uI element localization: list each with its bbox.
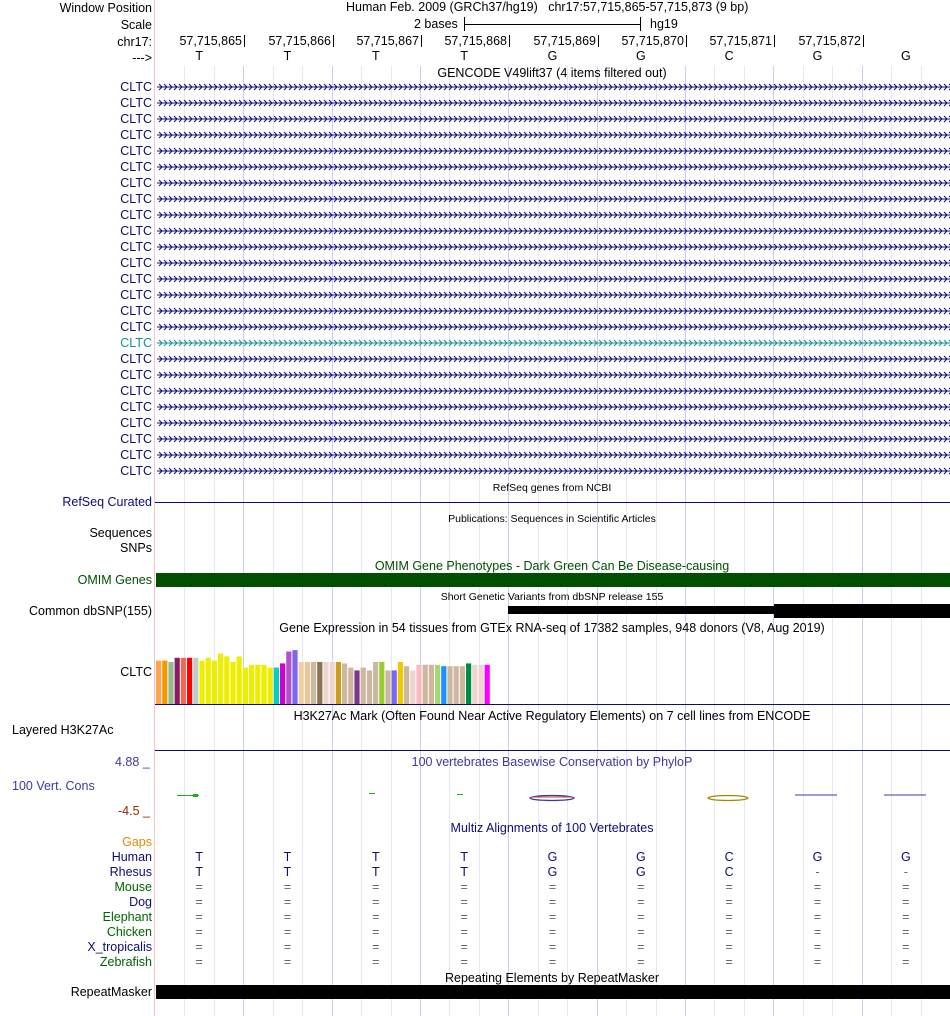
gencode-transcript-line[interactable]	[155, 210, 950, 220]
gtex-tissue-bar[interactable]	[311, 662, 316, 704]
ruler-tick	[863, 35, 864, 47]
multiz-base: -	[903, 865, 908, 879]
multiz-base: =	[372, 910, 380, 924]
gtex-tissue-bar[interactable]	[317, 662, 322, 704]
gtex-tissue-bar[interactable]	[168, 662, 173, 704]
ruler-tick	[244, 35, 245, 47]
dna-base: T	[195, 49, 203, 63]
phylop-max-label: 4.88 _	[115, 755, 150, 769]
refseq-feature-line[interactable]	[155, 502, 950, 503]
gtex-tissue-bar[interactable]	[280, 663, 285, 704]
multiz-base: =	[902, 895, 910, 909]
gtex-tissue-bar[interactable]	[181, 658, 186, 704]
gtex-tissue-bar[interactable]	[218, 654, 223, 704]
multiz-base: =	[195, 940, 203, 954]
dna-base: G	[900, 49, 911, 63]
multiz-base: =	[372, 880, 380, 894]
gtex-tissue-bar[interactable]	[193, 658, 198, 704]
multiz-base: C	[724, 850, 734, 864]
multiz-base: =	[372, 895, 380, 909]
gencode-transcript-label[interactable]: CLTC	[120, 256, 152, 270]
gencode-transcript-label[interactable]: CLTC	[120, 96, 152, 110]
gtex-tissue-bar[interactable]	[286, 652, 291, 705]
gencode-transcript-line[interactable]	[155, 114, 950, 124]
multiz-base: =	[548, 895, 557, 909]
dna-base: G	[547, 49, 558, 63]
multiz-base: G	[635, 865, 646, 879]
multiz-base: =	[548, 940, 557, 954]
gencode-transcript-line[interactable]	[155, 338, 950, 348]
multiz-base: =	[637, 910, 645, 924]
ruler-position-label: 57,715,870	[621, 34, 684, 48]
gtex-tissue-bar[interactable]	[224, 656, 229, 704]
dbsnp-track-title: Short Genetic Variants from dbSNP release 155	[440, 591, 664, 603]
gtex-tissue-bar[interactable]	[230, 662, 235, 704]
multiz-base: =	[460, 940, 468, 954]
gencode-transcript-label[interactable]: CLTC	[120, 176, 152, 190]
gtex-tissue-bar[interactable]	[367, 670, 372, 704]
multiz-base: =	[725, 910, 733, 924]
gencode-transcript-line[interactable]	[155, 466, 950, 476]
gencode-transcript-line[interactable]	[155, 130, 950, 140]
multiz-base: =	[372, 940, 380, 954]
gtex-tissue-bar[interactable]	[156, 661, 161, 704]
scale-text: 2 bases	[414, 17, 458, 31]
gencode-transcript-line[interactable]	[155, 146, 950, 156]
multiz-base: =	[813, 910, 822, 924]
gtex-bar-chart[interactable]	[155, 634, 950, 704]
gtex-tissue-bar[interactable]	[472, 665, 477, 704]
phylop-mark	[369, 793, 375, 794]
h3k27ac-baseline	[155, 750, 950, 751]
multiz-species-label[interactable]: Elephant	[102, 910, 152, 924]
gencode-transcript-label[interactable]: CLTC	[120, 352, 152, 366]
scale-bar-left-tick	[464, 17, 465, 31]
gencode-transcript-label[interactable]: CLTC	[120, 80, 152, 94]
gencode-transcript-line[interactable]	[155, 98, 950, 108]
gtex-tissue-bar[interactable]	[466, 663, 471, 704]
gencode-transcript-label[interactable]: CLTC	[120, 432, 152, 446]
gtex-tissue-bar[interactable]	[187, 658, 192, 704]
multiz-base: =	[725, 955, 733, 969]
multiz-base: =	[548, 925, 557, 939]
dna-base: G	[812, 49, 823, 63]
gencode-transcript-label[interactable]: CLTC	[120, 336, 152, 350]
multiz-base: =	[548, 880, 557, 894]
multiz-species-label[interactable]: Zebrafish	[99, 955, 152, 969]
scale-bar-right-tick	[640, 17, 641, 31]
multiz-base: =	[283, 925, 292, 939]
multiz-base: =	[372, 925, 380, 939]
db-label: hg19	[650, 17, 678, 31]
gencode-transcript-label[interactable]: CLTC	[120, 128, 152, 142]
phylop-signal[interactable]	[155, 790, 950, 806]
multiz-base: T	[283, 850, 292, 864]
multiz-base: =	[813, 955, 822, 969]
gtex-tissue-bar[interactable]	[416, 665, 421, 704]
gencode-transcript-line[interactable]	[155, 386, 950, 396]
gencode-transcript-label[interactable]: CLTC	[120, 192, 152, 206]
gtex-tissue-bar[interactable]	[255, 665, 260, 704]
gtex-tissue-bar[interactable]	[249, 665, 254, 704]
dbsnp-variant-bar-thin[interactable]	[508, 606, 774, 614]
publications-snps-label[interactable]: SNPs	[120, 541, 152, 555]
multiz-base: =	[195, 955, 203, 969]
multiz-base: =	[283, 910, 292, 924]
multiz-base: =	[725, 925, 733, 939]
gtex-tissue-bar[interactable]	[398, 662, 403, 704]
multiz-base: =	[902, 925, 910, 939]
gencode-transcript-label[interactable]: CLTC	[120, 384, 152, 398]
gtex-tissue-bar[interactable]	[323, 662, 328, 704]
phylop-mark	[708, 796, 748, 801]
gtex-tissue-bar[interactable]	[435, 665, 440, 704]
repeatmasker-track-title: Repeating Elements by RepeatMasker	[444, 971, 660, 985]
gencode-transcript-label[interactable]: CLTC	[120, 272, 152, 286]
gencode-transcript-label[interactable]: CLTC	[120, 144, 152, 158]
gtex-track-title: Gene Expression in 54 tissues from GTEx RNA-seq of 17382 samples, 948 donors (V8, Aug 2019)	[279, 621, 825, 635]
gencode-transcript-label[interactable]: CLTC	[120, 320, 152, 334]
gtex-tissue-bar[interactable]	[342, 663, 347, 704]
gencode-transcript-line[interactable]	[155, 322, 950, 332]
omim-track-title: OMIM Gene Phenotypes - Dark Green Can Be Disease-causing	[374, 559, 730, 573]
gencode-transcript-line[interactable]	[155, 226, 950, 236]
gtex-tissue-bar[interactable]	[330, 662, 335, 704]
phylop-track-label[interactable]: 100 Vert. Cons	[12, 779, 95, 793]
multiz-gaps-label[interactable]: Gaps	[122, 835, 152, 849]
gencode-transcript-line[interactable]	[155, 370, 950, 380]
gtex-tissue-bar[interactable]	[447, 666, 452, 704]
gencode-transcript-line[interactable]	[155, 290, 950, 300]
multiz-species-label[interactable]: Human	[111, 850, 152, 864]
gencode-transcript-line[interactable]	[155, 242, 950, 252]
multiz-base: =	[195, 925, 203, 939]
refseq-track-title: RefSeq genes from NCBI	[492, 482, 612, 494]
gencode-transcript-label[interactable]: CLTC	[120, 160, 152, 174]
ruler-position-label: 57,715,868	[444, 34, 507, 48]
multiz-base: C	[724, 865, 734, 879]
gtex-tissue-bar[interactable]	[385, 670, 390, 704]
h3k27ac-track-label[interactable]: Layered H3K27Ac	[12, 723, 114, 737]
gtex-tissue-bar[interactable]	[361, 668, 366, 704]
publications-sequences-label[interactable]: Sequences	[89, 526, 152, 540]
window-position-label: Window Position	[59, 1, 152, 15]
gtex-tissue-bar[interactable]	[410, 670, 415, 704]
gtex-tissue-bar[interactable]	[485, 665, 490, 704]
multiz-base: =	[283, 940, 292, 954]
multiz-base: =	[460, 925, 468, 939]
multiz-base: =	[637, 880, 645, 894]
h3k27ac-track-title: H3K27Ac Mark (Often Found Near Active Regulatory Elements) on 7 cell lines from ENCODE	[293, 709, 811, 723]
dna-base: T	[372, 49, 380, 63]
gtex-tissue-bar[interactable]	[206, 658, 211, 704]
multiz-base: =	[548, 910, 557, 924]
multiz-base: G	[635, 850, 646, 864]
multiz-base: =	[637, 925, 645, 939]
gtex-tissue-bar[interactable]	[299, 662, 304, 704]
gtex-tissue-bar[interactable]	[423, 665, 428, 704]
ruler-tick	[421, 35, 422, 47]
phylop-min-label: -4.5 _	[118, 804, 150, 818]
gtex-tissue-bar[interactable]	[478, 665, 483, 704]
dna-base: C	[724, 49, 734, 63]
gtex-tissue-bar[interactable]	[441, 666, 446, 704]
multiz-base: =	[283, 955, 292, 969]
multiz-base: T	[460, 865, 468, 879]
multiz-base: =	[460, 955, 468, 969]
gencode-transcript-line[interactable]	[155, 274, 950, 284]
gtex-tissue-bar[interactable]	[175, 658, 180, 704]
gtex-tissue-bar[interactable]	[261, 665, 266, 704]
gtex-tissue-bar[interactable]	[268, 668, 273, 704]
gencode-transcript-label[interactable]: CLTC	[120, 400, 152, 414]
scale-bar	[464, 24, 641, 25]
gtex-tissue-bar[interactable]	[392, 670, 397, 704]
multiz-base: =	[195, 880, 203, 894]
gtex-tissue-bar[interactable]	[243, 668, 248, 704]
multiz-base: =	[813, 880, 822, 894]
multiz-species-label[interactable]: X_tropicalis	[87, 940, 152, 954]
multiz-base: =	[283, 880, 292, 894]
multiz-base: =	[725, 940, 733, 954]
ruler-tick	[686, 35, 687, 47]
multiz-base: =	[637, 895, 645, 909]
position-range: chr17:57,715,865-57,715,873 (9 bp)	[548, 0, 749, 14]
multiz-base: G	[547, 850, 558, 864]
multiz-base: T	[372, 865, 380, 879]
multiz-base: =	[460, 895, 468, 909]
gencode-transcript-line[interactable]	[155, 402, 950, 412]
multiz-base: =	[195, 895, 203, 909]
multiz-base: =	[813, 940, 822, 954]
gencode-transcript-label[interactable]: CLTC	[120, 240, 152, 254]
gtex-tissue-bar[interactable]	[336, 662, 341, 704]
gtex-tissue-bar[interactable]	[454, 666, 459, 704]
repeatmasker-track-label[interactable]: RepeatMasker	[70, 985, 152, 999]
multiz-base: =	[725, 880, 733, 894]
gencode-transcript-line[interactable]	[155, 354, 950, 364]
refseq-track-label[interactable]: RefSeq Curated	[62, 495, 152, 509]
gtex-tissue-bar[interactable]	[379, 662, 384, 704]
publications-track-title: Publications: Sequences in Scientific Articles	[448, 513, 656, 525]
gencode-track-title: GENCODE V49lift37 (4 items filtered out)	[437, 66, 667, 80]
ruler-position-label: 57,715,867	[356, 34, 419, 48]
multiz-species-label[interactable]: Mouse	[114, 880, 152, 894]
multiz-base: =	[902, 955, 910, 969]
gtex-baseline	[155, 704, 950, 705]
multiz-base: T	[283, 865, 292, 879]
gencode-transcript-label[interactable]: CLTC	[120, 208, 152, 222]
gtex-tissue-bar[interactable]	[292, 650, 297, 704]
multiz-base: =	[637, 955, 645, 969]
multiz-base: T	[460, 850, 468, 864]
gencode-transcript-label[interactable]: CLTC	[120, 224, 152, 238]
multiz-base: =	[372, 955, 380, 969]
gtex-tissue-bar[interactable]	[354, 670, 359, 704]
ruler-tick	[333, 35, 334, 47]
multiz-base: T	[195, 865, 203, 879]
gtex-tissue-bar[interactable]	[429, 665, 434, 704]
phylop-mark	[530, 796, 574, 801]
phylop-track-title: 100 vertebrates Basewise Conservation by PhyloP	[411, 755, 693, 769]
ruler-position-label: 57,715,872	[798, 34, 861, 48]
gencode-transcript-label[interactable]: CLTC	[120, 416, 152, 430]
multiz-base: T	[195, 850, 203, 864]
multiz-base: =	[637, 940, 645, 954]
ruler-position-label: 57,715,871	[709, 34, 772, 48]
multiz-base: =	[902, 910, 910, 924]
ruler-tick	[509, 35, 510, 47]
multiz-base: T	[372, 850, 380, 864]
gencode-transcript-label[interactable]: CLTC	[120, 464, 152, 478]
gtex-tissue-bar[interactable]	[212, 661, 217, 704]
phylop-mark	[457, 794, 463, 795]
multiz-base: -	[815, 865, 820, 879]
phylop-mark	[193, 794, 198, 797]
dna-base: T	[283, 49, 292, 63]
gencode-transcript-line[interactable]	[155, 258, 950, 268]
dna-base: G	[635, 49, 646, 63]
ruler-position-label: 57,715,865	[179, 34, 242, 48]
multiz-species-label[interactable]: Rhesus	[109, 865, 152, 879]
gtex-tissue-bar[interactable]	[460, 666, 465, 704]
gtex-tissue-bar[interactable]	[237, 656, 242, 704]
gtex-tissue-bar[interactable]	[199, 661, 204, 704]
multiz-track-title: Multiz Alignments of 100 Vertebrates	[450, 821, 654, 835]
omim-feature-bar[interactable]	[156, 573, 950, 587]
gencode-transcript-line[interactable]	[155, 450, 950, 460]
window-position-value	[346, 0, 748, 14]
gencode-transcript-label[interactable]: CLTC	[120, 288, 152, 302]
gtex-tissue-bar[interactable]	[348, 668, 353, 704]
gtex-tissue-bar[interactable]	[274, 668, 279, 704]
multiz-base: =	[902, 880, 910, 894]
multiz-base: =	[548, 955, 557, 969]
dbsnp-track-label[interactable]: Common dbSNP(155)	[29, 604, 152, 618]
gtex-tissue-bar[interactable]	[404, 666, 409, 704]
gencode-transcript-label[interactable]: CLTC	[120, 304, 152, 318]
gencode-transcript-line[interactable]	[155, 162, 950, 172]
multiz-base: =	[195, 910, 203, 924]
chrom-label: chr17:	[117, 35, 152, 49]
gencode-transcript-line[interactable]	[155, 194, 950, 204]
multiz-base: =	[902, 940, 910, 954]
ruler-position-label: 57,715,866	[268, 34, 331, 48]
multiz-base: =	[725, 895, 733, 909]
gtex-tissue-bar[interactable]	[305, 662, 310, 704]
repeatmasker-feature-bar[interactable]	[156, 985, 950, 999]
multiz-base: =	[460, 910, 468, 924]
gtex-track-label[interactable]: CLTC	[120, 665, 152, 679]
multiz-base: G	[812, 850, 823, 864]
gtex-tissue-bar[interactable]	[373, 662, 378, 704]
dbsnp-variant-bar-thick[interactable]	[774, 604, 950, 618]
ruler-tick	[598, 35, 599, 47]
multiz-species-label[interactable]: Chicken	[106, 925, 152, 939]
multiz-base: =	[283, 895, 292, 909]
gtex-tissue-bar[interactable]	[162, 661, 167, 704]
multiz-base: =	[460, 880, 468, 894]
gencode-transcript-label[interactable]: CLTC	[120, 112, 152, 126]
gencode-transcript-label[interactable]: CLTC	[120, 368, 152, 382]
multiz-base: G	[900, 850, 911, 864]
gencode-transcript-label[interactable]: CLTC	[120, 448, 152, 462]
scale-label: Scale	[120, 18, 152, 32]
gencode-transcript-line[interactable]	[155, 434, 950, 444]
gencode-transcript-line[interactable]	[155, 178, 950, 188]
ruler-position-label: 57,715,869	[533, 34, 596, 48]
multiz-species-label[interactable]: Dog	[129, 895, 152, 909]
omim-track-label[interactable]: OMIM Genes	[77, 573, 152, 587]
dna-base: T	[460, 49, 468, 63]
multiz-base: =	[813, 895, 822, 909]
strand-label: --->	[132, 51, 152, 65]
ruler-tick	[774, 35, 775, 47]
multiz-base: G	[547, 865, 558, 879]
assembly-name: Human Feb. 2009 (GRCh37/hg19)	[346, 0, 538, 14]
gencode-transcript-line[interactable]	[155, 82, 950, 92]
gencode-transcript-line[interactable]	[155, 418, 950, 428]
gencode-transcript-line[interactable]	[155, 306, 950, 316]
multiz-base: =	[813, 925, 822, 939]
